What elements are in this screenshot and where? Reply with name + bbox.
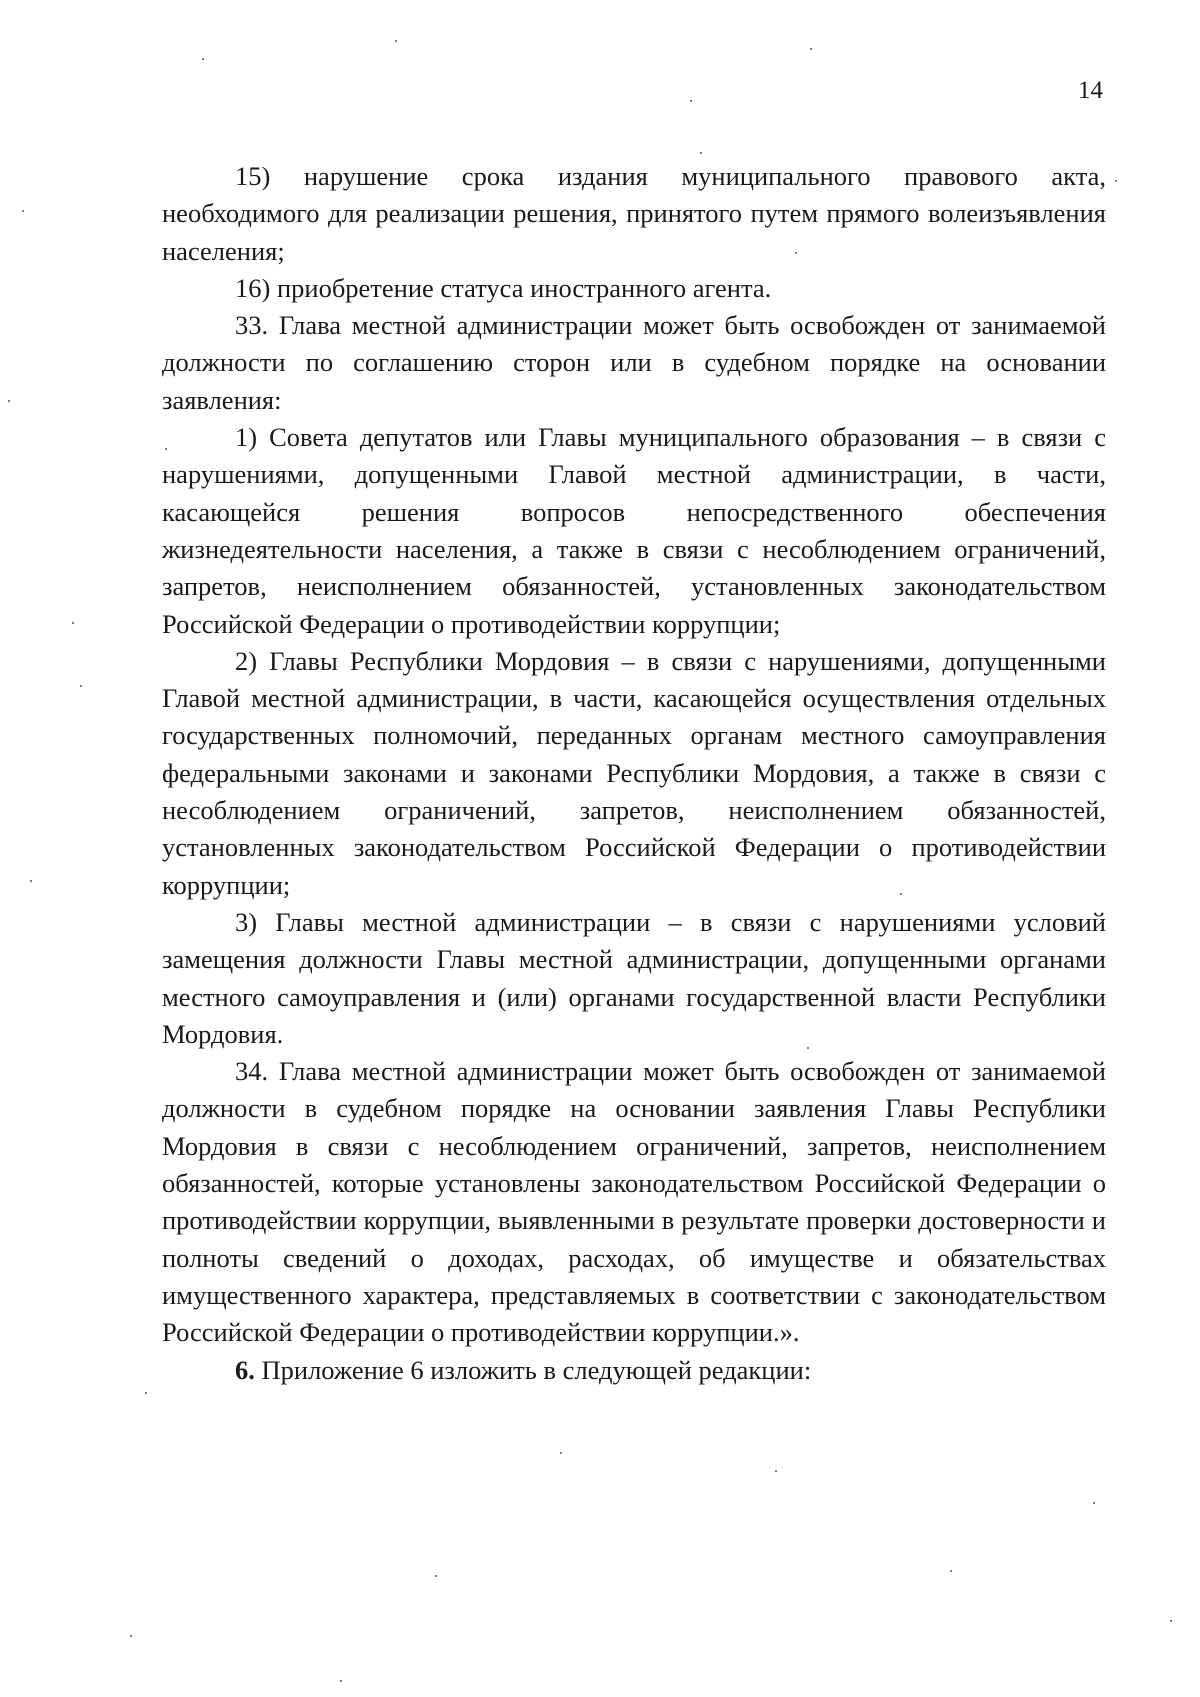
paragraph-item-6 [162, 1352, 1106, 1389]
paragraph-33-item-3: 3) Главы местной администрации – в связи с нарушениями условий замещения должности Главы местной администрации, допущенными органами местного самоуправления и (или) органами государственной власти Республики Мордовия. [162, 906, 1106, 1049]
scan-speck [202, 58, 204, 60]
scan-speck [130, 1635, 132, 1637]
scan-speck [810, 48, 812, 50]
scan-speck [1093, 1502, 1095, 1504]
paragraph-item-15: 15) нарушение срока издания муниципального правового акта, необходимого для реализации решения, принятого путем прямого волеизъявления населения; [162, 161, 1106, 266]
item-6-text: Приложение 6 изложить в следующей редакции: [254, 1354, 812, 1385]
scan-speck [145, 1392, 147, 1394]
document-body [162, 158, 1106, 1389]
scan-speck [775, 1470, 777, 1472]
scan-speck [795, 252, 797, 254]
scan-speck [30, 880, 32, 882]
scan-speck [80, 685, 82, 687]
page-number: 14 [1078, 77, 1103, 104]
scan-speck [1170, 1620, 1172, 1622]
scan-speck [8, 400, 10, 402]
scan-speck [165, 448, 167, 450]
scan-speck [950, 1570, 952, 1572]
paragraph-item-16: 16) приобретение статуса иностранного агента. [235, 272, 772, 303]
item-6-number: 6. [235, 1354, 255, 1385]
scan-speck [807, 1047, 809, 1049]
scan-speck [340, 1680, 342, 1682]
scan-speck [435, 1575, 437, 1577]
scan-speck [700, 152, 702, 154]
scan-speck [560, 1452, 562, 1454]
scan-speck [22, 210, 24, 212]
paragraph-33-item-1: 1) Совета депутатов или Главы муниципального образования – в связи с нарушениями, допущенными Главой местной администрации, в части, касающейся решения вопросов непосредственного обеспечения жизнедеятельности населения, а также в связи с несоблюдением ограничений, запретов, неисполнением обязанностей, установленных законодательством Российской Федерации о противодействии коррупции; [162, 422, 1106, 639]
paragraph-33-item-2: 2) Главы Республики Мордовия – в связи с нарушениями, допущенными Главой местной администрации, в части, касающейся осуществления отдельных государственных полномочий, переданных органам местного самоуправления федеральными законами и законами Республики Мордовия, а также в связи с несоблюдением ограничений, запретов, неисполнением обязанностей, установленных законодательством Российской Федерации о противодействии коррупции; [162, 645, 1106, 900]
paragraph-section-33: 33. Глава местной администрации может быть освобожден от занимаемой должности по соглашению сторон или в судебном порядке на основании заявления: [162, 310, 1106, 415]
scan-speck [395, 40, 397, 42]
scan-speck [690, 100, 692, 102]
scan-speck [900, 893, 902, 895]
scan-speck [1115, 180, 1117, 182]
paragraph-section-34: 34. Глава местной администрации может быть освобожден от занимаемой должности в судебном порядке на основании заявления Главы Республики Мордовия в связи с несоблюдением ограничений, запретов, неисполнением обязанностей, которые установлены законодательством Российской Федерации о противодействии коррупции, выявленными в результате проверки достоверности и полноты сведений о доходах, расходах, об имуществе и обязательствах имущественного характера, представляемых в соответствии с законодательством Российской Федерации о противодействии коррупции.». [162, 1056, 1106, 1348]
scan-speck [72, 622, 74, 624]
